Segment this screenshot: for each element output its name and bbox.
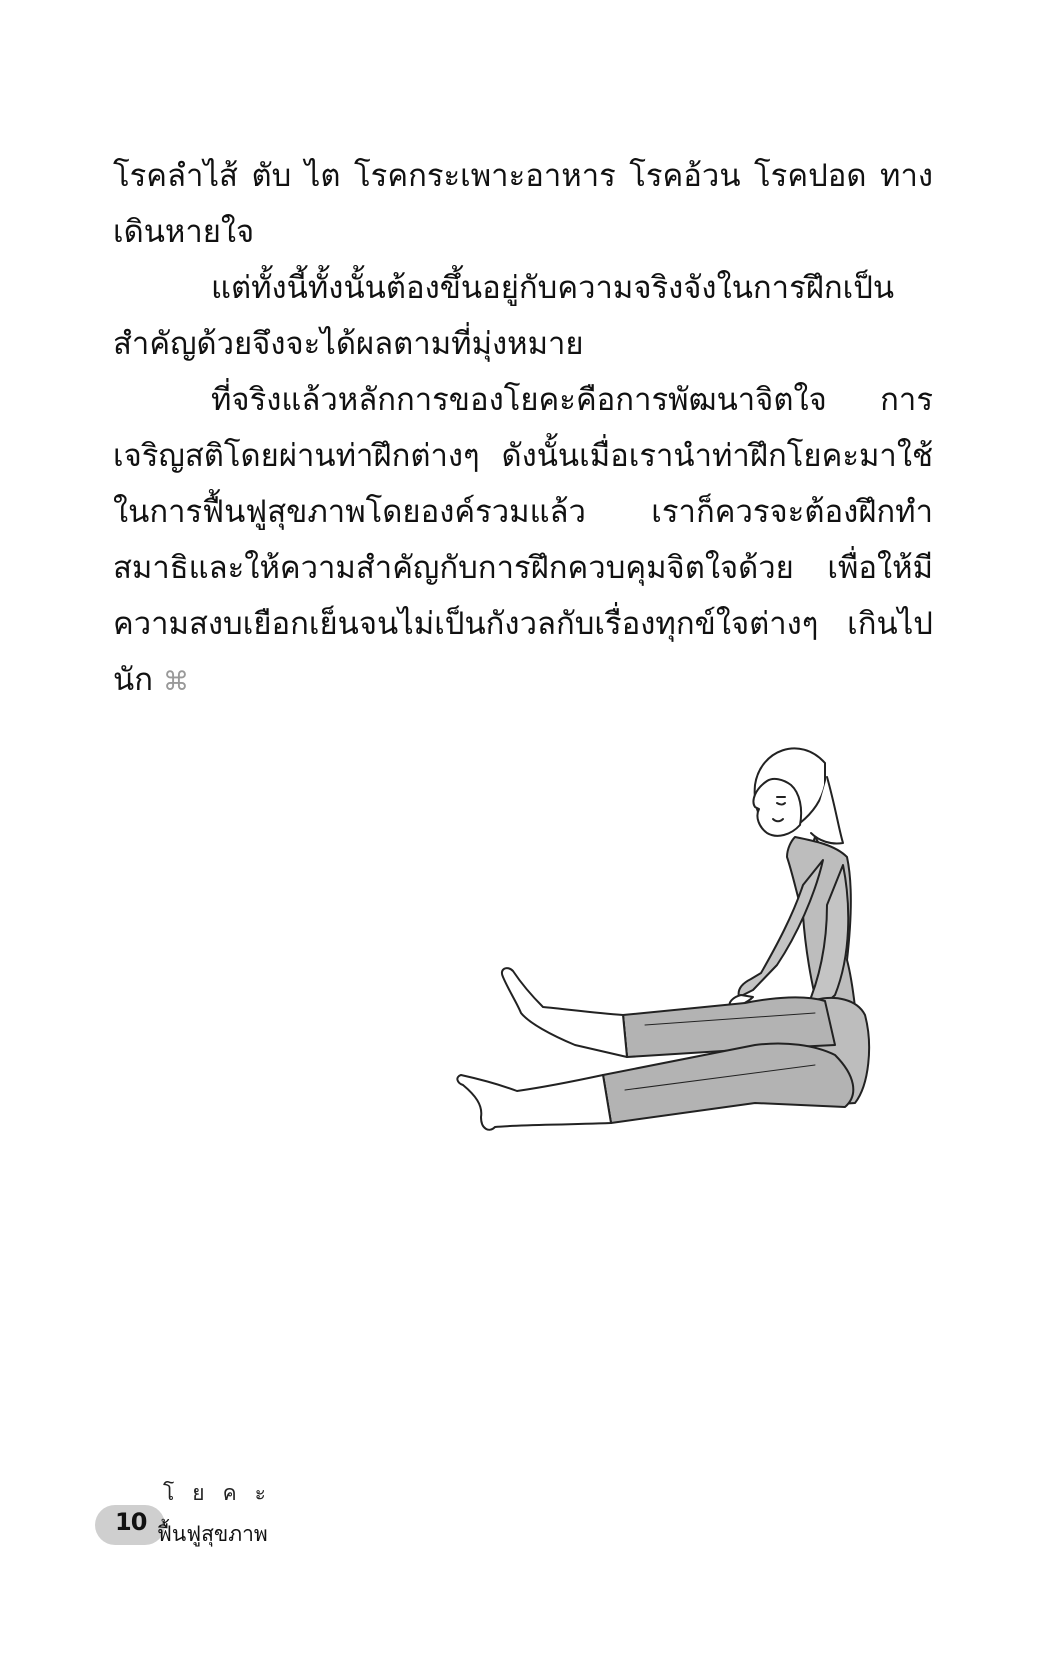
body-text [113,148,933,710]
paragraph-2 [113,260,933,372]
paragraph-3-text: ที่จริงแล้วหลักการของโยคะคือการพัฒนาจิตใจ การเจริญสติโดยผ่านท่าฝึกต่างๆ ดังนั้นเมื่อเรานำท่าฝึกโยคะมาใช้ในการฟื้นฟูสุขภาพโดยองค์รวมแล้ว เราก็ควรจะต้องฝึกทำสมาธิและให้ความสำคัญกับการฝึกควบคุมจิตใจด้วย เพื่อให้มีความสงบเยือกเย็นจนไม่เป็นกังวลกับเรื่องทุกข์ใจต่างๆ เกินไปนัก [113,382,933,698]
page-footer [95,1475,355,1555]
paragraph-3 [113,372,933,710]
seated-woman-stretching-legs-illustration [455,745,935,1205]
page-number: 10 [115,1508,147,1536]
book-title: ฟื้นฟูสุขภาพ [157,1522,268,1546]
end-mark-icon: ⌘ [162,667,189,697]
book-series-title: โยคะ [163,1481,284,1505]
illustration-svg [455,745,935,1205]
paragraph-2-text: แต่ทั้งนี้ทั้งนั้นต้องขึ้นอยู่กับความจริงจังในการฝึกเป็นสำคัญด้วยจึงจะได้ผลตามที่มุ่งหมาย [113,270,895,362]
paragraph-1-text: โรคลำไส้ ตับ ไต โรคกระเพาะอาหาร โรคอ้วน โรคปอด ทางเดินหายใจ [113,158,933,250]
paragraph-1 [113,148,933,260]
